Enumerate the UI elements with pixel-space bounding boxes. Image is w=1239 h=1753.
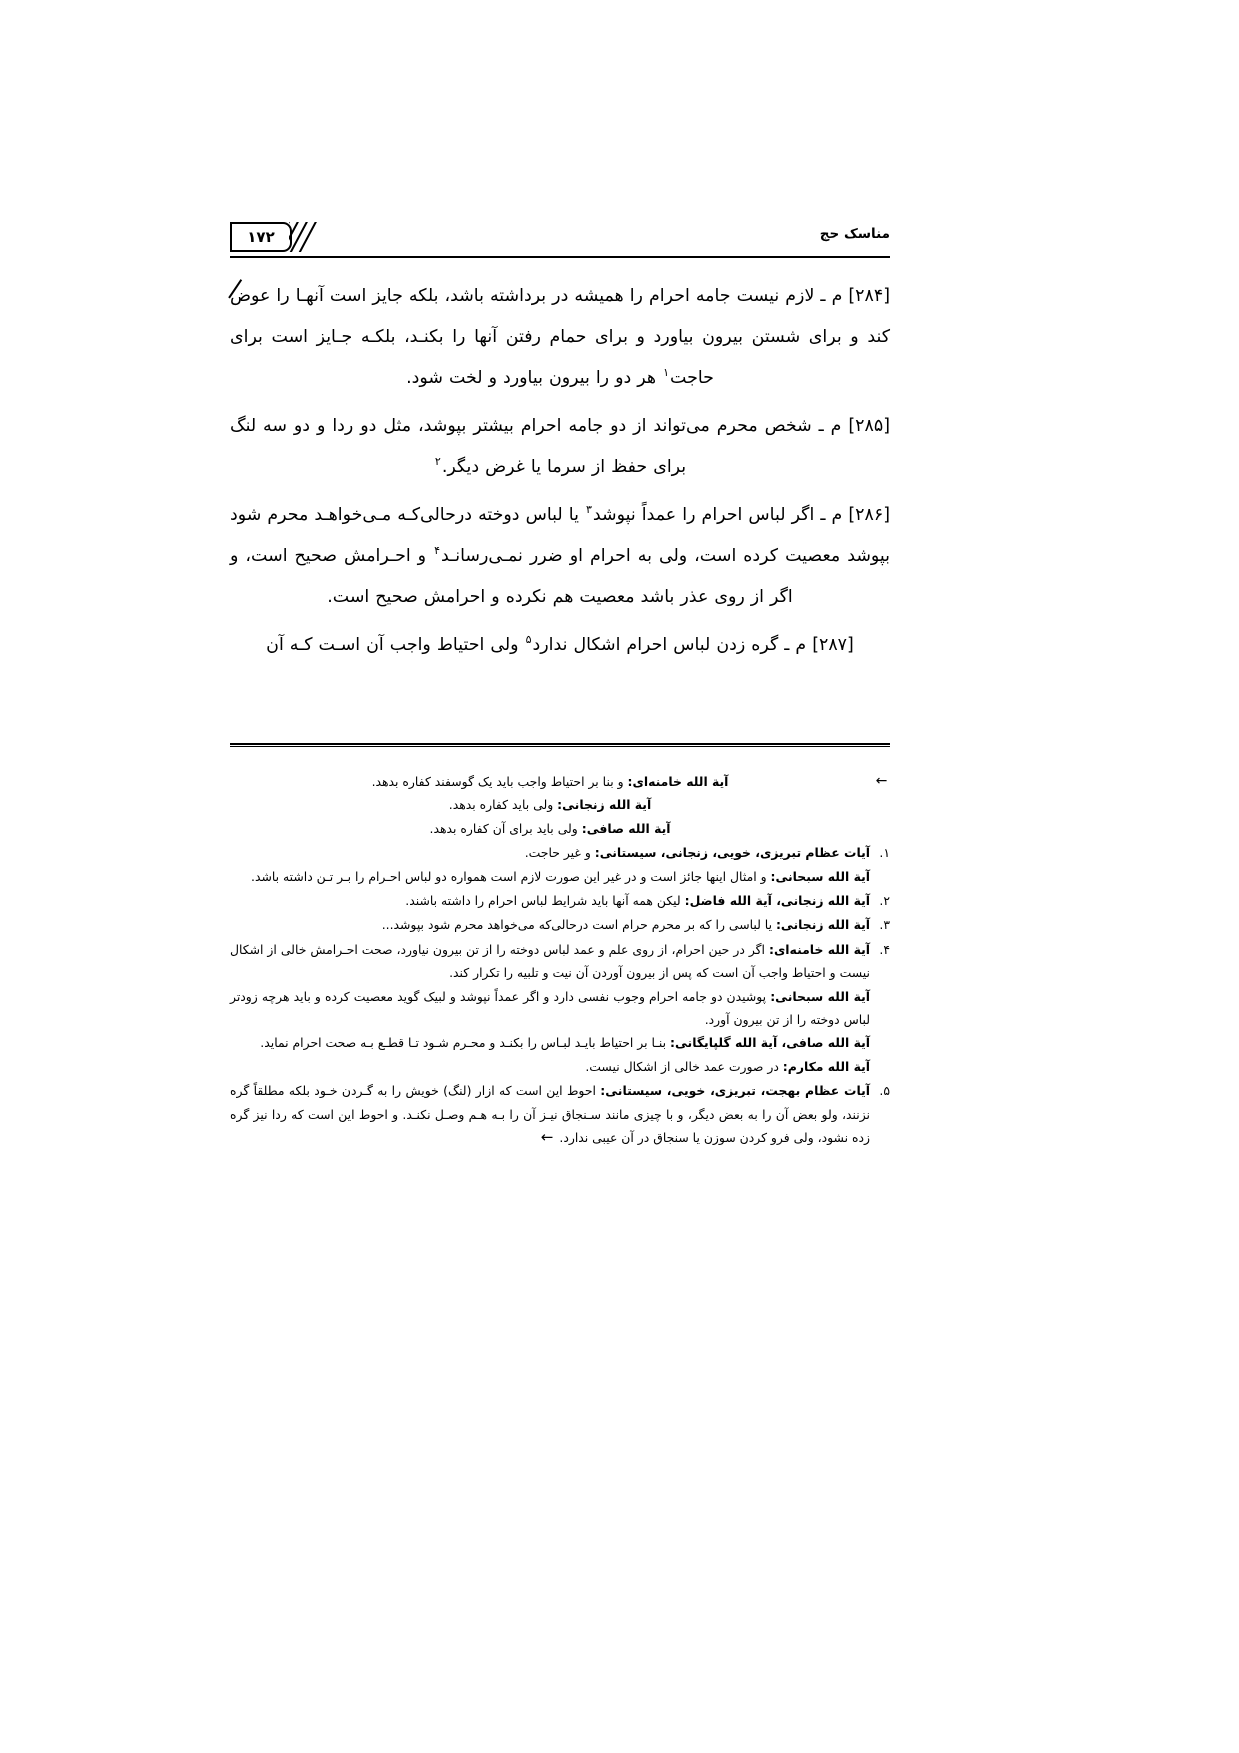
- footnote-ref: ۳: [586, 503, 592, 517]
- footnote-authority-name: آیة الله زنجانی:: [775, 917, 870, 933]
- footnote-continuation-arrow-icon: ←: [875, 773, 888, 789]
- footnote-authority-name: آیة الله صافی، آیة الله گلپایگانی:: [670, 1035, 870, 1051]
- footnote-line: [230, 889, 870, 912]
- footnote-ruling-text: ولی باید برای آن کفاره بدهد.: [429, 820, 582, 836]
- footnote-ruling-text: اگر در حین احرام، از روی علم و عمد لباس دوخته را از تن بیرون نیاورد، صحت احـرامش خالی از اشکال نیست و احتیاط واجب آن است که پس از بیرون آوردن آن نیت و تلبیه را تکرار کند.: [230, 941, 870, 981]
- masaleh-287-text-pre: [۲۸۷] م ـ گره زدن لباس احرام اشکال ندارد: [532, 635, 854, 655]
- masaleh-286-text-post: و احـرامش صحیح است، و اگر از روی عذر باشد معصیت هم نکرده و احرامش صحیح است.: [230, 546, 793, 607]
- masaleh-284-text-after: هر دو را بیرون بیاورد و لخت شود.: [406, 368, 663, 388]
- footnote-number: ۱.: [879, 845, 890, 861]
- book-title: مناسک حج: [819, 226, 890, 242]
- footnote-body: [230, 770, 870, 840]
- footnote-ref: ۵: [525, 633, 532, 647]
- footnote-ruling-text: و امثال اینها جائز است و در غیر این صورت لازم است همواره دو لباس احـرام را بـر تـن داشته باشد.: [251, 868, 771, 884]
- page-number-plaque: [230, 222, 331, 252]
- footnote-line: [230, 841, 870, 864]
- footnote-ruling-text: و غیر حاجت.: [524, 845, 595, 861]
- footnote-line: [230, 793, 870, 816]
- header-rule: [230, 256, 890, 258]
- footnote-number: ۲.: [879, 893, 890, 909]
- footnote-body: [230, 841, 870, 888]
- masaleh-paragraph: [230, 625, 890, 666]
- footnote-authority-name: آیة الله صافی:: [581, 820, 671, 836]
- footnote-number: ۳.: [879, 917, 890, 933]
- footnote-ruling-text: یا لباسی را که بر محرم حرام است درحالی‌که می‌خواهد محرم شود بپوشد...: [381, 917, 776, 933]
- footnote-continues-arrow-icon: ←: [540, 1128, 554, 1147]
- masaleh-paragraph: [230, 276, 890, 399]
- footnote-line: [230, 1031, 870, 1054]
- footnote-authority-name: آیة الله مکارم:: [782, 1058, 870, 1074]
- footnote-item: [230, 938, 890, 1078]
- footnote-line: [230, 865, 870, 888]
- footnote-authority-name: آیة الله زنجانی:: [557, 797, 652, 813]
- masaleh-287-text-post: ولی احتیاط واجب آن اسـت کـه آن: [266, 635, 525, 655]
- footnote-ref: ۲: [434, 455, 441, 469]
- masaleh-285-text: [۲۸۵] م ـ شخص محرم می‌تواند از دو جامه احرام بیشتر بپوشد، مثل دو ردا و دو سه لنگ برای حفظ از سرما یا غرض دیگر.: [230, 416, 890, 477]
- body-text: [230, 276, 890, 666]
- masaleh-286-text-mid: یا لباس دوخته درحالی‌کـه مـی‌خواهـد محرم شود بپوشد معصیت کرده است، ولی به احرام او ضرر نمـی‌رسانـد: [230, 505, 890, 566]
- footnote-ruling-text: پوشیدن دو جامه احرام وجوب نفسی دارد و اگر عمداً نپوشد و لبیک گوید معصیت کرده و باید هرچه زودتر لباس دوخته را از تن بیرون آورد.: [230, 988, 870, 1028]
- footnote-body: [230, 889, 870, 912]
- header-row: [230, 222, 890, 256]
- footnote-authority-name: آیات عظام تبریزی، خویی، زنجانی، سیستانی:: [594, 845, 870, 861]
- footnote-authority-name: آیة الله خامنه‌ای:: [769, 941, 870, 957]
- footnote-item: [230, 770, 890, 840]
- footnote-authority-name: آیات عظام بهجت، تبریزی، خویی، سیستانی:: [600, 1083, 870, 1099]
- footnote-line: [230, 1055, 870, 1078]
- footnote-ruling-text: و بنا بر احتیاط واجب باید یک گوسفند کفاره بدهد.: [371, 774, 628, 789]
- masaleh-paragraph: [230, 406, 890, 488]
- footnote-ruling-text: بنـا بر احتیاط بایـد لبـاس را بکنـد و محـرم شـود تـا قطـع بـه صحت احرام نماید.: [260, 1035, 671, 1051]
- footnote-body: [230, 1079, 870, 1149]
- footnote-ruling-text: در صورت عمد خالی از اشکال نیست.: [585, 1058, 783, 1074]
- footnote-line: [230, 770, 870, 793]
- running-header: [230, 222, 890, 268]
- footnote-number: ۵.: [879, 1083, 890, 1099]
- footnote-ruling-text: احوط این است که ازار (لنگ) خویش را به گـردن خـود بلکه مطلقاً گره نزنند، ولو بعض آن را به بعض دیگر، و با چیزی مانند سـنجاق نیـز آن را بـه هـم وصـل نکنـد. و احوط این است که ردا نیز گره زده نشود، ولی فرو کردن سوزن یا سنجاق در آن عیبی ندارد.: [230, 1083, 870, 1146]
- footnote-item: [230, 889, 890, 912]
- footnote-line: [230, 938, 870, 985]
- masaleh-286-text-pre: [۲۸۶] م ـ اگر لباس احرام را عمداً نپوشد: [592, 505, 890, 525]
- footnote-ruling-text: لیکن همه آنها باید شرایط لباس احرام را داشته باشند.: [405, 893, 685, 909]
- footnote-line: [230, 985, 870, 1032]
- footnote-body: [230, 938, 870, 1078]
- footnote-authority-name: آیة الله سبحانی:: [770, 868, 870, 884]
- footnote-separator-rule: [230, 743, 890, 747]
- footnote-line: [230, 817, 870, 840]
- footnote-item: [230, 841, 890, 888]
- footnote-body: [230, 913, 870, 936]
- masaleh-paragraph: [230, 495, 890, 618]
- footnote-authority-name: آیة الله سبحانی:: [770, 988, 871, 1004]
- footnote-number: ۴.: [879, 941, 890, 957]
- diagonal-slashes-ornament-icon: [289, 222, 331, 252]
- footnote-line: [230, 913, 870, 936]
- footnote-authority-name: آیة الله زنجانی، آیة الله فاضل:: [684, 893, 870, 909]
- footnote-ref: ۱: [663, 366, 669, 380]
- footnote-item: [230, 913, 890, 936]
- footnote-item: [230, 1079, 890, 1149]
- footnote-ref: ۴: [434, 544, 441, 558]
- footnote-authority-name: آیة الله خامنه‌ای:: [627, 774, 729, 789]
- masaleh-284-text: [۲۸۴] م ـ لازم نیست جامه احرام را همیشه در برداشته باشد، بلکه جایز است آنهـا را عوض کند و برای شستن بیرون بیاورد و برای حمام رفتن آنها را بکنـد، بلکـه جـایز است برای حاجت: [230, 286, 890, 388]
- footnote-ruling-text: ولی باید کفاره بدهد.: [448, 797, 558, 813]
- footnotes-section: [230, 770, 890, 1151]
- footnote-line: [230, 1079, 870, 1149]
- page-number: ۱۷۲: [230, 222, 292, 252]
